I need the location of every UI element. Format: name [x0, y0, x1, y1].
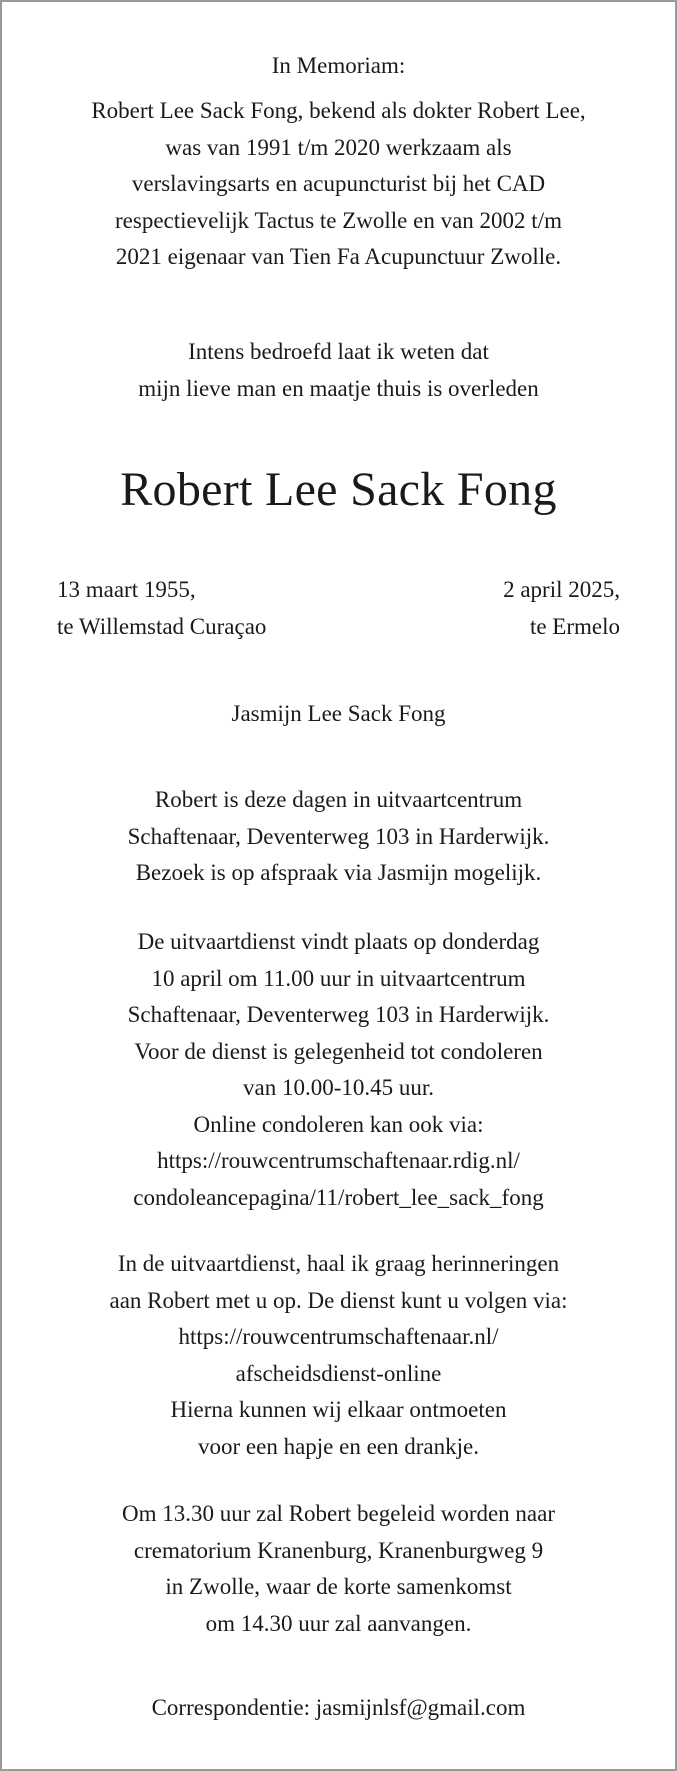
intro-line: Robert Lee Sack Fong, bekend als dokter Robert Lee,	[91, 98, 586, 123]
death-date: 2 april 2025,	[503, 577, 620, 602]
livestream-line: aan Robert met u op. De dienst kunt u volgen via:	[109, 1287, 568, 1313]
deceased-name: Robert Lee Sack Fong	[120, 463, 557, 516]
cremation-line: crematorium Kranenburg, Kranenburgweg 9	[133, 1537, 544, 1563]
cremation-line: in Zwolle, waar de korte samenkomst	[165, 1574, 512, 1599]
visitation-line: Robert is deze dagen in uitvaartcentrum	[154, 787, 523, 812]
service-line: Online condoleren kan ook via:	[193, 1111, 484, 1137]
condolence-url-line: https://rouwcentrumschaftenaar.rdig.nl/	[157, 1148, 520, 1173]
condolence-url-line: condoleancepagina/11/robert_lee_sack_fong	[133, 1184, 544, 1210]
intro-paragraph	[2, 93, 675, 276]
announcement-line: mijn lieve man en maatje thuis is overleden	[138, 375, 539, 401]
livestream-url-line: afscheidsdienst-online	[235, 1360, 442, 1386]
service-line: Schaftenaar, Deventerweg 103 in Harderwijk.	[127, 1002, 550, 1027]
signatory: Jasmijn Lee Sack Fong	[231, 701, 446, 726]
visitation-line: Bezoek is op afspraak via Jasmijn mogelijk.	[135, 860, 542, 885]
death-info	[503, 572, 620, 645]
intro-line: 2021 eigenaar van Tien Fa Acupunctuur Zwolle.	[115, 244, 562, 269]
intro-line: was van 1991 t/m 2020 werkzaam als	[165, 134, 512, 160]
livestream-line: In de uitvaartdienst, haal ik graag herinneringen	[117, 1251, 560, 1276]
service-line: 10 april om 11.00 uur in uitvaartcentrum	[151, 965, 526, 991]
visitation-paragraph	[2, 782, 675, 892]
livestream-line: voor een hapje en een drankje.	[198, 1433, 479, 1459]
death-place: te Ermelo	[529, 613, 620, 639]
livestream-url-line: https://rouwcentrumschaftenaar.nl/	[178, 1324, 499, 1349]
birth-date: 13 maart 1955,	[57, 577, 196, 602]
service-paragraph	[2, 924, 675, 1216]
livestream-paragraph	[2, 1246, 675, 1465]
cremation-paragraph	[2, 1496, 675, 1642]
birth-info	[57, 572, 266, 645]
intro-line: verslavingsarts en acupuncturist bij het CAD	[131, 171, 546, 196]
birth-place: te Willemstad Curaçao	[57, 613, 267, 639]
service-line: Voor de dienst is gelegenheid tot condoleren	[134, 1038, 543, 1064]
cremation-line: om 14.30 uur zal aanvangen.	[205, 1610, 472, 1636]
livestream-line: Hierna kunnen wij elkaar ontmoeten	[170, 1397, 507, 1422]
life-dates	[57, 572, 620, 652]
service-line: van 10.00-10.45 uur.	[242, 1075, 434, 1100]
intro-line: respectievelijk Tactus te Zwolle en van 2002 t/m	[115, 207, 562, 233]
announcement-line: Intens bedroefd laat ik weten dat	[188, 339, 489, 364]
cremation-line: Om 13.30 uur zal Robert begeleid worden naar	[121, 1501, 556, 1526]
correspondence: Correspondentie: jasmijnlsf@gmail.com	[151, 1695, 526, 1720]
service-line: De uitvaartdienst vindt plaats op donderdag	[137, 929, 540, 954]
visitation-line: Schaftenaar, Deventerweg 103 in Harderwijk.	[127, 823, 550, 849]
heading: In Memoriam:	[271, 53, 406, 78]
announcement-paragraph	[2, 334, 675, 407]
